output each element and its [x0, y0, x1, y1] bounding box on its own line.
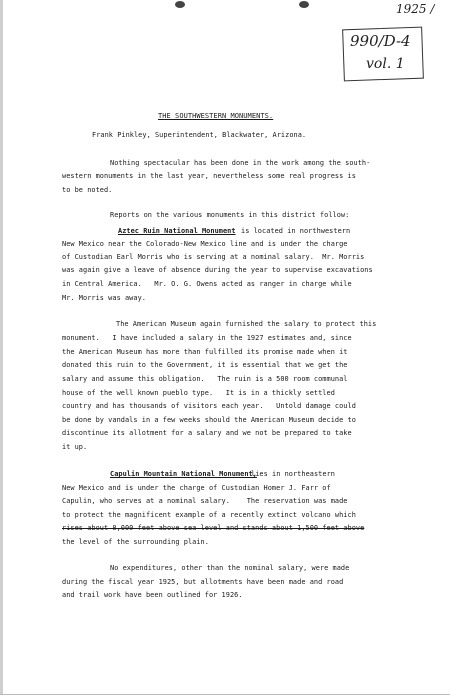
- body-line: house of the well known pueblo type. It is in a thickly settled: [62, 389, 335, 397]
- body-line: Capulin, who serves at a nominal salary. The reservation was made: [62, 497, 348, 505]
- body-line: New Mexico near the Colorado-New Mexico line and is under the charge: [62, 240, 348, 248]
- body-line: of Custodian Earl Morris who is serving at a nominal salary. Mr. Morris: [62, 253, 365, 261]
- body-line: it up.: [62, 443, 88, 451]
- document-title: THE SOUTHWESTERN MONUMENTS.: [158, 112, 274, 120]
- body-line-struck: rises about 8,000 feet above sea level and stands about 1,500 feet above: [62, 524, 365, 532]
- body-line: monument. I have included a salary in the 1927 estimates and, since: [62, 334, 352, 342]
- page-edge: [0, 0, 3, 695]
- handwritten-file-number: 990/D-4: [350, 32, 411, 50]
- body-line: The American Museum again furnished the salary to protect this: [116, 320, 377, 328]
- body-line: discontinue its allotment for a salary and we not be prepared to take: [62, 429, 352, 437]
- body-line: Nothing spectacular has been done in the work among the south-: [110, 159, 371, 167]
- body-line: the American Museum has more than fulfilled its promise made when it: [62, 348, 348, 356]
- body-line: New Mexico and is under the charge of Custodian Homer J. Farr of: [62, 484, 331, 492]
- body-line: to be noted.: [62, 186, 113, 194]
- punch-hole: [175, 1, 185, 8]
- handwritten-volume: vol. 1: [366, 56, 405, 72]
- body-line: to protect the magnificent example of a recently extinct volcano which: [62, 511, 356, 519]
- body-line: country and has thousands of visitors each year. Untold damage could: [62, 402, 356, 410]
- body-line: Mr. Morris was away.: [62, 294, 146, 302]
- body-line: in Central America. Mr. O. G. Owens acted as ranger in charge while: [62, 280, 352, 288]
- body-line: No expenditures, other than the nominal salary, were made: [110, 564, 350, 572]
- handwritten-year: 1925 /: [396, 2, 435, 16]
- heading-aztec: Aztec Ruin National Monument: [118, 227, 236, 235]
- heading-capulin: Capulin Mountain National Monument,: [110, 470, 257, 478]
- body-line: western monuments in the last year, nevertheless some real progress is: [62, 172, 356, 180]
- body-line: is located in northwestern: [241, 227, 351, 235]
- body-line: Reports on the various monuments in this district follow:: [110, 211, 350, 219]
- body-line: and trail work have been outlined for 1926.: [62, 591, 243, 599]
- body-line: during the fiscal year 1925, but allotments have been made and road: [62, 578, 344, 586]
- body-line: donated this ruin to the Government, it is essential that we get the: [62, 361, 348, 369]
- punch-hole: [299, 1, 309, 8]
- document-author: Frank Pinkley, Superintendent, Blackwater, Arizona.: [92, 131, 307, 139]
- body-line: be done by vandals in a few weeks should the American Museum decide to: [62, 416, 356, 424]
- body-line: salary and assume this obligation. The ruin is a 500 room communal: [62, 375, 348, 383]
- body-line: was again give a leave of absence during the year to supervise excavations: [62, 266, 373, 274]
- body-line: lies in northeastern: [251, 470, 335, 478]
- body-line: the level of the surrounding plain.: [62, 538, 209, 546]
